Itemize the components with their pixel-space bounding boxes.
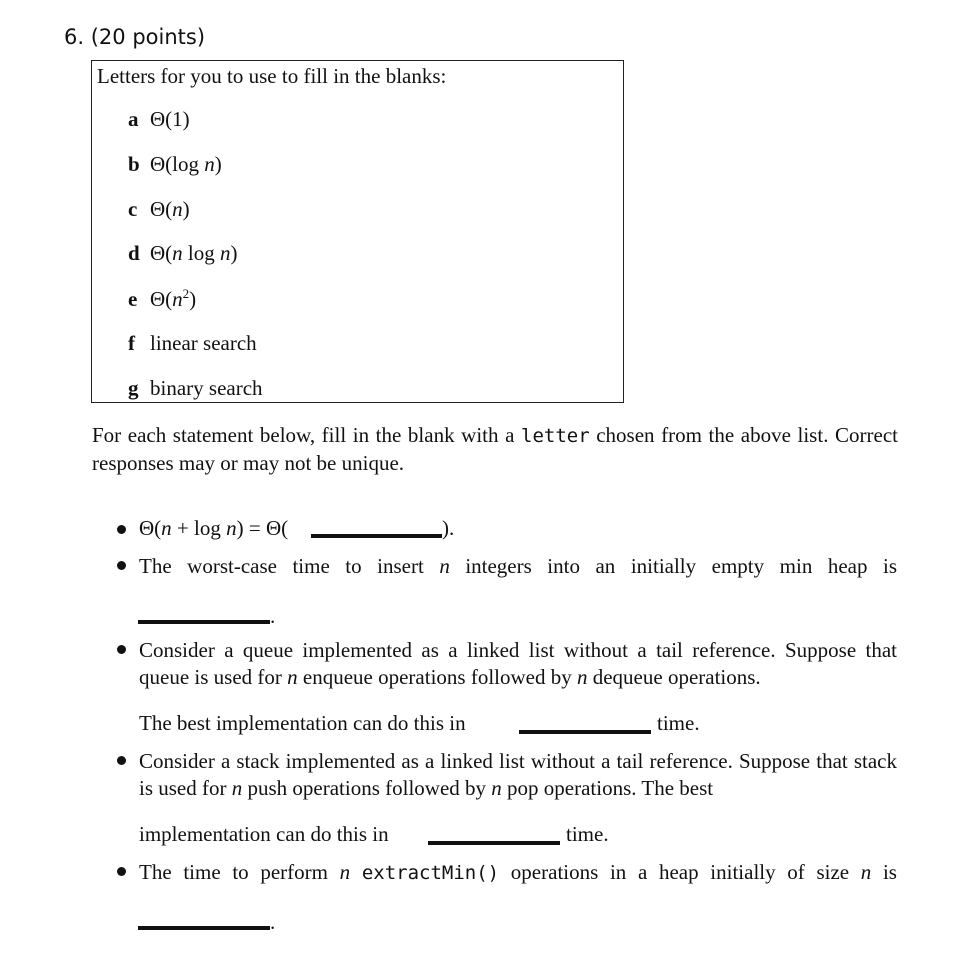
letters-box [91,60,624,403]
bullet-icon [117,867,126,876]
answer-blank-3[interactable] [519,730,651,734]
question-number: 6. [64,25,85,49]
item-3-followup: The best implementation can do this in [139,711,466,735]
option-key: e [128,287,138,311]
option-a [128,107,190,132]
option-b: b Θ(log n) [128,152,222,176]
question-points: (20 points) [90,25,206,49]
option-key: a [128,107,139,131]
answer-blank-2[interactable] [138,620,270,624]
bullet-icon [117,645,126,654]
item-5-text: The time to perform n extractMin() operations in a heap initially of size n is [139,860,897,884]
letter-keyword: letter [521,425,590,447]
option-key: b [128,152,140,176]
item-4-text: Consider a stack implemented as a linked list without a tail reference. Suppose that stack is used for n push operations followed by n pop operations. The best [139,749,897,800]
item-2-text: The worst-case time to insert n integers into an initially empty min heap is [139,554,897,578]
option-value: Θ(1) [150,107,190,131]
option-key: d [128,241,140,265]
bullet-icon [117,561,126,570]
answer-blank-5[interactable] [138,926,270,930]
extract-min-code: extractMin() [361,862,500,884]
bullet-icon [117,525,126,534]
question-header [64,25,205,49]
box-title: Letters for you to use to fill in the blanks: [97,64,447,88]
option-value: Θ(log [150,152,205,176]
option-key: f [128,331,135,355]
option-c: c Θ(n) [128,197,190,221]
option-e: e $\Theta(n^2)$ [128,286,197,311]
option-f: f linear search [128,331,257,355]
option-key: c [128,197,138,221]
item-1-text: Θ(n + log n) = Θ( [139,516,289,540]
answer-blank-4[interactable] [428,841,560,845]
instructions: For each statement below, fill in the blank with a letter chosen from the above list. Correct responses may or may not be unique. [92,423,898,475]
option-g: g binary search [128,376,263,400]
option-d: d Θ(n log n) [128,241,238,265]
answer-blank-1[interactable] [311,534,442,538]
option-key: g [128,376,139,400]
item-1-end: ). [442,516,455,540]
bullet-icon [117,756,126,765]
item-4-followup: implementation can do this in [139,822,389,846]
item-3-text: Consider a queue implemented as a linked list without a tail reference. Suppose that queue is used for n enqueue operations followed by n dequeue operations. [139,638,897,689]
